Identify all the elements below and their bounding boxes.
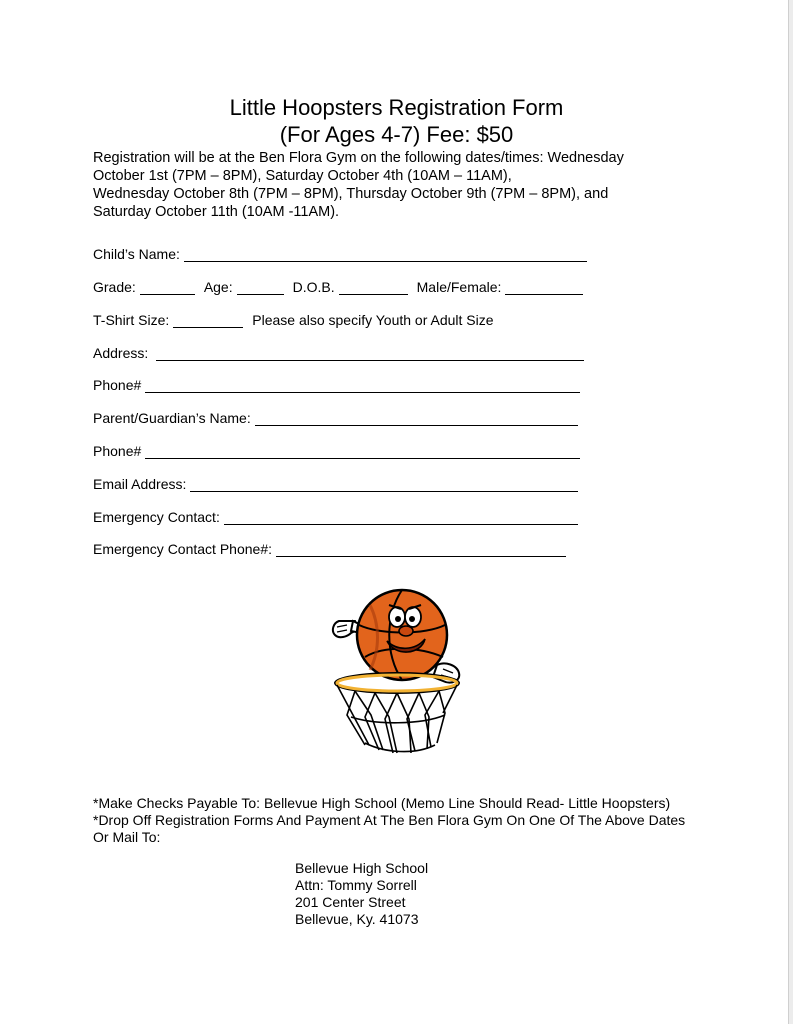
email-field[interactable] bbox=[190, 477, 578, 492]
address-label: Address: bbox=[93, 345, 149, 361]
form-title: Little Hoopsters Registration Form bbox=[229, 95, 564, 120]
address-field[interactable] bbox=[156, 346, 584, 361]
parent-name-label: Parent/Guardian’s Name: bbox=[93, 410, 251, 426]
form-subtitle-fee: (For Ages 4-7) Fee: $50 bbox=[279, 122, 514, 147]
address-line: Bellevue High School bbox=[295, 860, 429, 876]
gender-label: Male/Female: bbox=[416, 279, 502, 295]
child-name-field[interactable] bbox=[184, 247, 587, 262]
tshirt-label: T-Shirt Size: bbox=[93, 312, 170, 328]
phone2-label: Phone# bbox=[93, 443, 142, 459]
intro-line: Registration will be at the Ben Flora Gym on the following dates/times: Wednesday bbox=[93, 150, 624, 166]
phone-row bbox=[93, 377, 589, 393]
phone-label: Phone# bbox=[93, 377, 142, 393]
age-field[interactable] bbox=[237, 280, 284, 295]
grade-age-row bbox=[93, 279, 592, 295]
emergency-phone-row bbox=[93, 541, 575, 557]
notes-line-dropoff: *Drop Off Registration Forms And Payment At The Ben Flora Gym On One Of The Above Dates bbox=[93, 812, 686, 828]
child-name-row bbox=[93, 246, 596, 262]
phone2-field[interactable] bbox=[145, 444, 580, 459]
basketball-mascot-icon bbox=[325, 585, 470, 760]
tshirt-note: Please also specify Youth or Adult Size bbox=[252, 312, 494, 328]
email-row bbox=[93, 476, 587, 492]
dob-label: D.O.B. bbox=[292, 279, 335, 295]
parent-name-row bbox=[93, 410, 587, 426]
notes-line-mail: Or Mail To: bbox=[93, 829, 161, 845]
address-line: Bellevue, Ky. 41073 bbox=[295, 911, 419, 927]
gender-field[interactable] bbox=[505, 280, 583, 295]
age-label: Age: bbox=[203, 279, 233, 295]
emergency-contact-label: Emergency Contact: bbox=[93, 509, 220, 525]
parent-name-field[interactable] bbox=[255, 411, 578, 426]
child-name-label: Child’s Name: bbox=[93, 246, 180, 262]
tshirt-row bbox=[93, 312, 494, 328]
page-edge-scrollbar bbox=[788, 0, 793, 1024]
intro-line: Wednesday October 8th (7PM – 8PM), Thursday October 9th (7PM – 8PM), and bbox=[93, 186, 609, 202]
emergency-contact-field[interactable] bbox=[224, 510, 578, 525]
intro-line: Saturday October 11th (10AM -11AM). bbox=[93, 204, 340, 220]
notes-line-checks: *Make Checks Payable To: Bellevue High School (Memo Line Should Read- Little Hoopsters) bbox=[93, 795, 671, 811]
grade-field[interactable] bbox=[140, 280, 195, 295]
dob-field[interactable] bbox=[339, 280, 408, 295]
registration-intro bbox=[93, 149, 713, 221]
payment-notes bbox=[93, 795, 733, 846]
phone-field[interactable] bbox=[145, 378, 580, 393]
emergency-contact-row bbox=[93, 509, 587, 525]
emergency-phone-label: Emergency Contact Phone#: bbox=[93, 541, 272, 557]
phone2-row bbox=[93, 443, 589, 459]
tshirt-field[interactable] bbox=[173, 313, 243, 328]
address-line: 201 Center Street bbox=[295, 894, 406, 910]
emergency-phone-field[interactable] bbox=[276, 542, 566, 557]
grade-label: Grade: bbox=[93, 279, 136, 295]
address-row bbox=[93, 345, 593, 361]
email-label: Email Address: bbox=[93, 476, 187, 492]
intro-line: October 1st (7PM – 8PM), Saturday October 4th (10AM – 11AM), bbox=[93, 168, 512, 184]
mailing-address bbox=[295, 860, 428, 928]
address-line: Attn: Tommy Sorrell bbox=[295, 877, 417, 893]
